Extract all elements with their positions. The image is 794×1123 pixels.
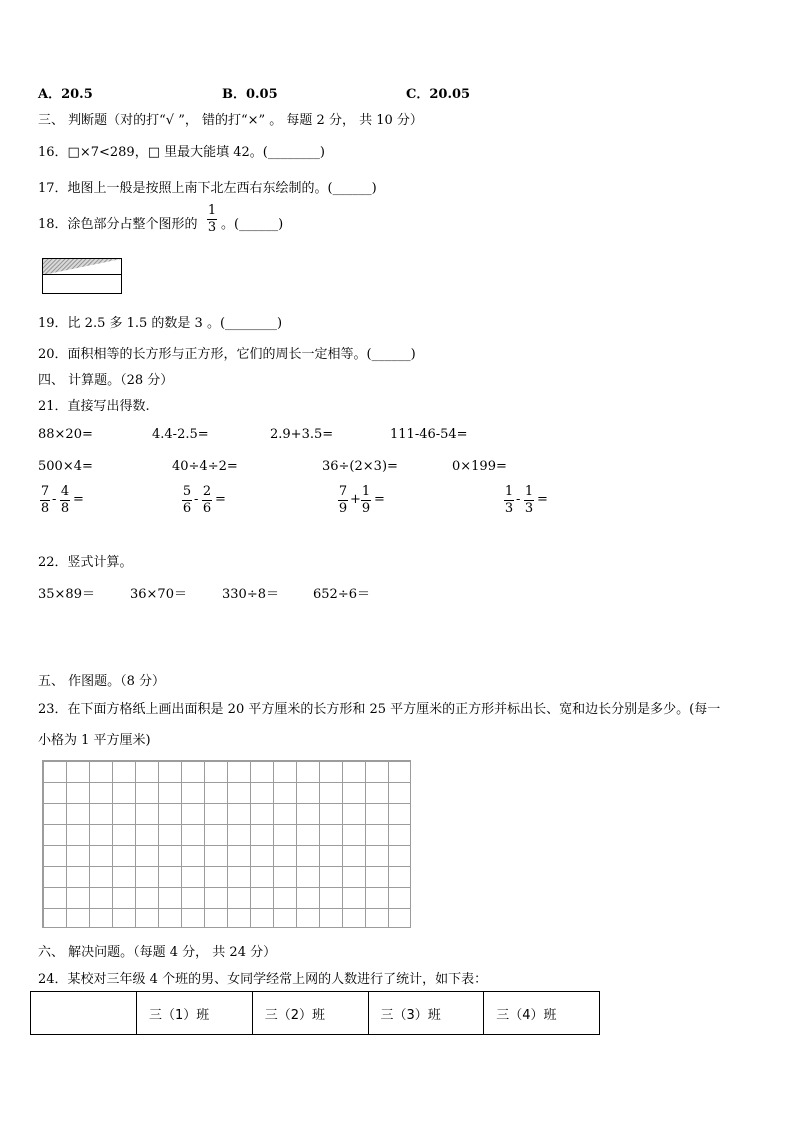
- operator: -: [516, 492, 521, 507]
- fraction: 1 3: [504, 484, 514, 516]
- question-20: 20．面积相等的长方形与正方形，它们的周长一定相等。(______): [38, 347, 416, 362]
- grid-paper[interactable]: [42, 760, 411, 928]
- option-b: B．0.05: [222, 87, 278, 102]
- table-cell: [31, 992, 137, 1035]
- shaded-rectangle-figure: [42, 258, 122, 275]
- table-header-row: [31, 992, 600, 1035]
- table-cell: 三（4）班: [484, 992, 600, 1035]
- question-21: 21．直接写出得数.: [38, 399, 150, 414]
- unshaded-rectangle-figure: [42, 274, 122, 294]
- calc-item: 2.9+3.5=: [270, 427, 334, 442]
- question-16: 16．□×7<289，□ 里最大能填 42。(________): [38, 145, 325, 160]
- calc-item: 111-46-54=: [390, 427, 468, 442]
- fraction: 1 9: [361, 484, 371, 516]
- table-cell: 三（1）班: [137, 992, 253, 1035]
- vertical-calc-item: 330÷8＝: [222, 587, 279, 602]
- question-23-line2: 小格为 1 平方厘米): [38, 733, 151, 748]
- fraction: 4 8: [60, 484, 70, 516]
- operator: -: [52, 492, 57, 507]
- section-4-heading: 四、 计算题。（28 分）: [38, 373, 174, 388]
- operator: +: [350, 492, 361, 507]
- fraction: 1 3: [524, 484, 534, 516]
- fraction: 2 6: [202, 484, 212, 516]
- calc-item: 500×4=: [38, 459, 93, 474]
- calc-item: 88×20=: [38, 427, 93, 442]
- equals: =: [215, 492, 226, 507]
- option-c: C．20.05: [406, 87, 471, 102]
- calc-item: 40÷4÷2=: [172, 459, 238, 474]
- operator: -: [194, 492, 199, 507]
- question-23-line1: 23．在下面方格纸上画出面积是 20 平方厘米的长方形和 25 平方厘米的正方形并标出长、宽和边长分别是多少。(每一: [38, 702, 721, 717]
- vertical-calc-item: 35×89＝: [38, 587, 95, 602]
- equals: =: [537, 492, 548, 507]
- equals: =: [374, 492, 385, 507]
- class-stats-table: [30, 991, 600, 1035]
- question-19: 19．比 2.5 多 1.5 的数是 3 。(________): [38, 316, 283, 331]
- question-18-text: 18．涂色部分占整个图形的: [38, 217, 198, 232]
- vertical-calc-item: 36×70＝: [130, 587, 187, 602]
- question-17: 17．地图上一般是按照上南下北左西右东绘制的。(______): [38, 181, 377, 196]
- vertical-calc-item: 652÷6＝: [313, 587, 370, 602]
- question-18-blank: 。(______): [221, 217, 284, 232]
- question-22: 22．竖式计算。: [38, 555, 133, 570]
- calc-item: 36÷(2×3)=: [322, 459, 398, 474]
- calc-item: 0×199=: [452, 459, 507, 474]
- fraction-denominator: 3: [207, 220, 217, 235]
- calc-item: 4.4-2.5=: [152, 427, 209, 442]
- question-24: 24．某校对三年级 4 个班的男、女同学经常上网的人数进行了统计，如下表：: [38, 972, 488, 987]
- fraction-numerator: 1: [207, 203, 217, 218]
- equals: =: [73, 492, 84, 507]
- option-a: A．20.5: [38, 87, 93, 102]
- fraction: 5 6: [182, 484, 192, 516]
- section-5-heading: 五、 作图题。（8 分）: [38, 674, 166, 689]
- table-cell: 三（3）班: [368, 992, 484, 1035]
- fraction: 7 8: [40, 484, 50, 516]
- fraction: 7 9: [338, 484, 348, 516]
- section-6-heading: 六、 解决问题。（每题 4 分， 共 24 分）: [38, 945, 277, 960]
- question-18-fraction: [207, 203, 217, 236]
- section-3-heading: 三、 判断题（对的打“√ ”， 错的打“×” 。 每题 2 分， 共 10 分）: [38, 113, 423, 128]
- table-cell: 三（2）班: [252, 992, 368, 1035]
